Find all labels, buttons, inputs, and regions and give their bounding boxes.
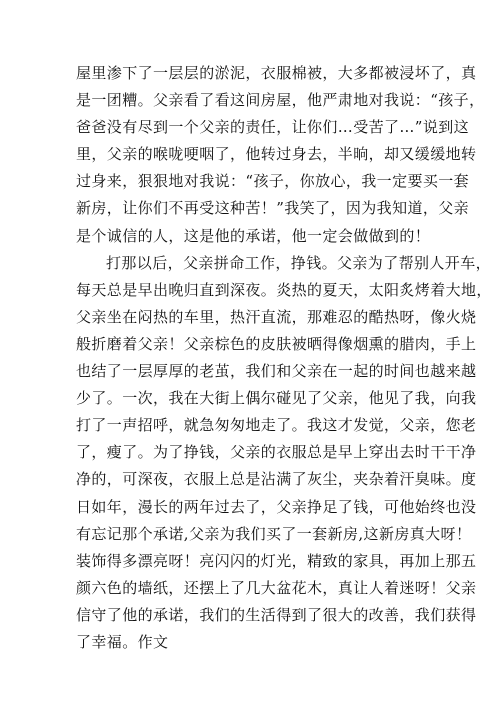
paragraph-1-line-2: 是一团糟。父亲看了看这间房屋，他严肃地对我说：“孩子， [76,91,485,110]
paragraph-1-line-3: 爸爸没有尽到一个父亲的责任，让你们…受苦了…”说到这 [76,118,470,137]
paragraph-1-line-1: 屋里渗下了一层层的淤泥，衣服棉被，大多都被浸坏了，真 [76,64,477,82]
paragraph-2-line-5: 也结了一层厚厚的老茧，我们和父亲在一起的时间也越来越 [76,362,477,381]
paragraph-2-line-13: 颜六色的墙纸，还摆上了几大盆花木，真让人着迷呀！父亲 [76,578,477,597]
paragraph-2-line-4: 般折磨着父亲！父亲棕色的皮肤被晒得像烟熏的腊肉，手上 [76,334,477,353]
paragraph-2-line-15: 了幸福。作文 [76,632,169,651]
paragraph-1-line-7: 是个诚信的人，这是他的承诺，他一定会做做到的！ [76,226,431,245]
paragraph-1-line-5: 过身来，狠狠地对我说：“孩子，你放心，我一定要买一套 [76,172,470,191]
paragraph-2-line-8: 了，瘦了。为了挣钱，父亲的衣服总是早上穿出去时干干净 [76,443,477,462]
paragraph-2-line-12: 装饰得多漂亮呀！亮闪闪的灯光，精致的家具，再加上那五 [76,551,477,570]
paragraph-2-line-14: 信守了他的承诺，我们的生活得到了很大的改善，我们获得 [76,605,477,624]
paragraph-1-line-4: 里，父亲的喉咙哽咽了，他转过身去，半晌，却又缓缓地转 [76,145,477,164]
paragraph-2-line-2: 每天总是早出晚归直到深夜。炎热的夏天，太阳炙烤着大地， [76,280,492,299]
paragraph-2-line-1: 打那以后，父亲拼命工作，挣钱。父亲为了帮别人开车， [106,253,492,272]
paragraph-2-line-7: 打了一声招呼，就急匆匆地走了。我这才发觉，父亲，您老 [76,416,477,435]
paragraph-2-line-9: 净的，可深夜，衣服上总是沾满了灰尘，夹杂着汗臭味。度 [76,470,477,489]
paragraph-1-line-6: 新房，让你们不再受这种苦！”我笑了，因为我知道，父亲 [76,199,470,218]
paragraph-2-line-6: 少了。一次，我在大街上偶尔碰见了父亲，他见了我，向我 [76,389,477,408]
article-body [76,60,492,656]
paragraph-2-line-3: 父亲坐在闷热的车里，热汗直流，那难忍的酷热呀，像火烧 [76,307,477,326]
paragraph-2-line-10: 日如年，漫长的两年过去了，父亲挣足了钱，可他始终也没 [76,497,477,516]
paragraph-2-line-11: 有忘记那个承诺,父亲为我们买了一套新房,这新房真大呀！ [76,524,472,543]
